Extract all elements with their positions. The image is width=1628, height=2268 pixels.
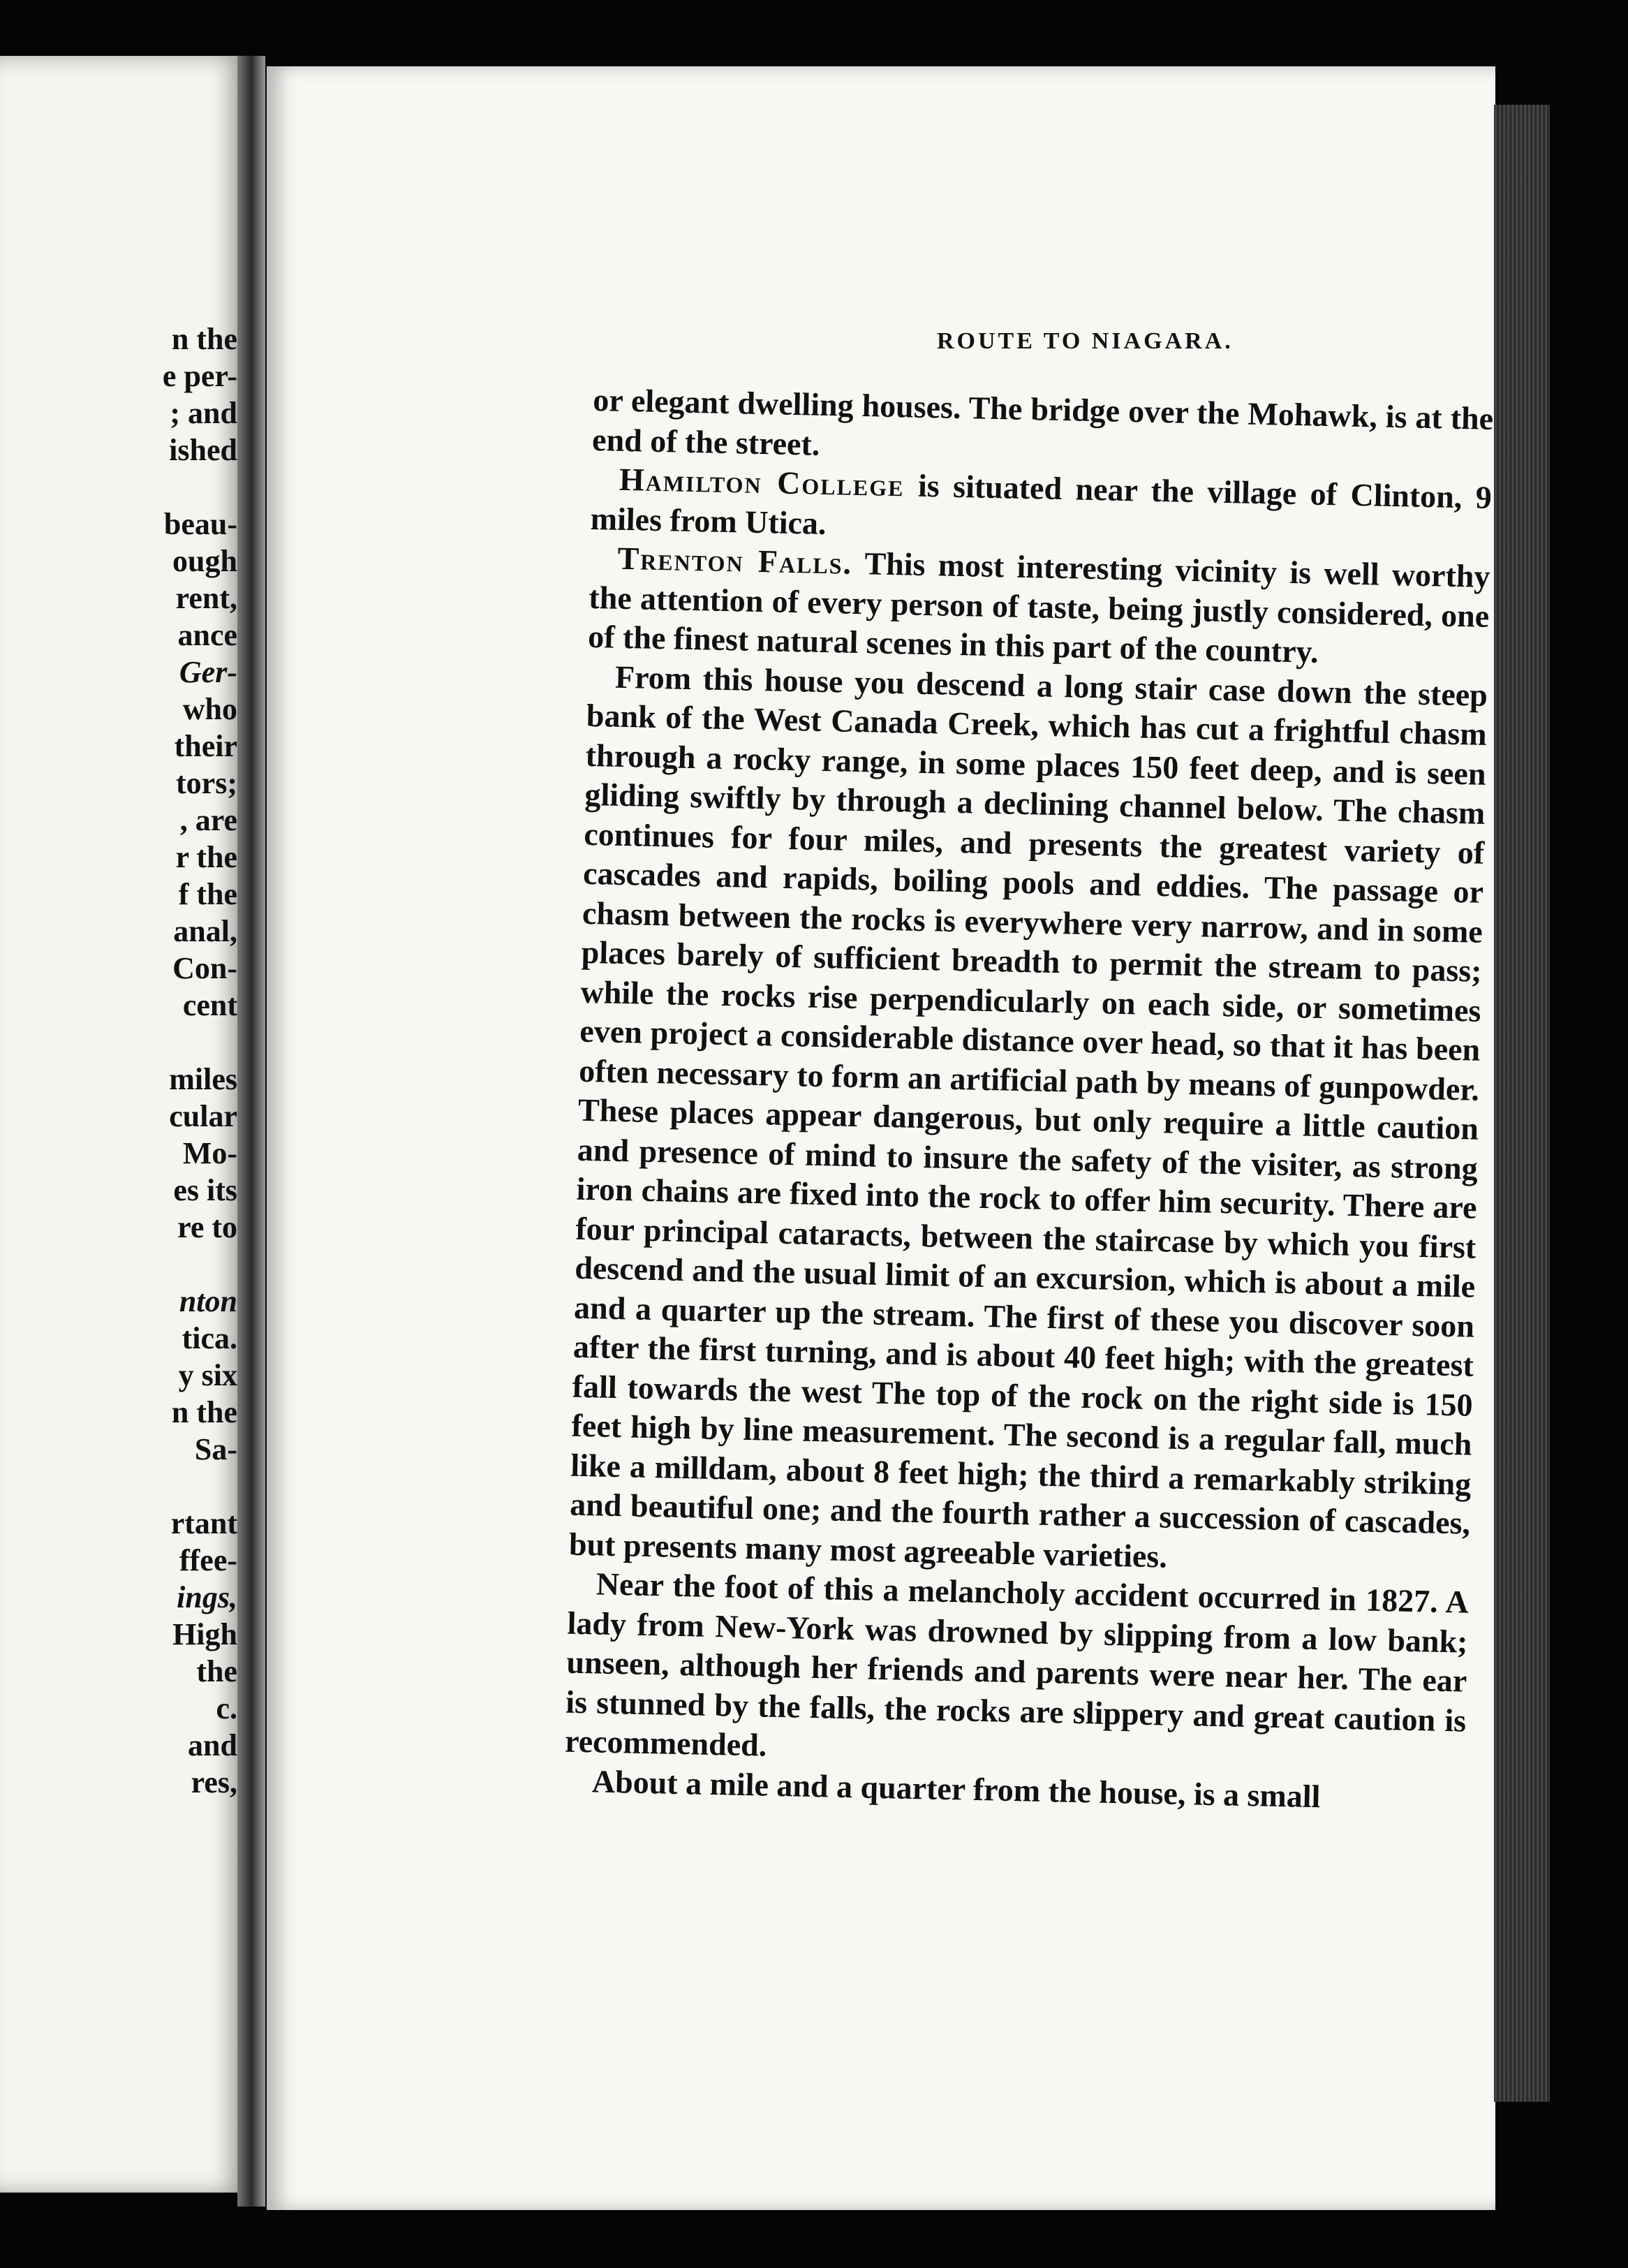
left-page-fragment: ings,: [177, 1580, 237, 1614]
body-paragraph: [565, 1564, 1470, 1780]
left-page-fragment: nton: [179, 1284, 237, 1318]
left-page-fragment: ance: [177, 618, 237, 652]
left-page-fragment: ough: [172, 544, 237, 578]
left-page-fragment: ffee-: [179, 1543, 237, 1577]
left-page-fragment: who: [182, 692, 237, 726]
left-page-fragment: re to: [177, 1210, 237, 1244]
paragraph-text: or elegant dwelling houses. The bridge over the Mohawk, is at the end of the street.: [591, 381, 1494, 462]
left-page-fragment: e per-: [162, 359, 237, 393]
left-page-fragment: f the: [178, 877, 237, 911]
left-page-fragment: Mo-: [182, 1136, 237, 1170]
running-head: ROUTE TO NIAGARA.: [937, 328, 1234, 354]
page-edges: [1494, 105, 1550, 2102]
paragraph-text: is situated near the village of Clinton, 9 miles from Utica.: [590, 467, 1493, 541]
left-page-fragment: n the: [171, 322, 237, 356]
body-paragraph: [588, 538, 1490, 675]
left-page-fragment: Ger-: [179, 655, 237, 689]
left-page-fragment: beau-: [163, 507, 237, 541]
left-page-fragment: tica.: [182, 1321, 237, 1355]
left-page-fragment: y six: [178, 1358, 237, 1392]
left-page-fragment: es its: [173, 1173, 237, 1207]
left-page-fragment: res,: [191, 1765, 237, 1799]
paragraph-text: About a mile and a quarter from the house, is a small: [591, 1762, 1321, 1814]
left-page-fragment: c.: [216, 1691, 237, 1725]
left-page-fragment: miles: [169, 1062, 237, 1096]
left-page-fragment: High: [172, 1617, 237, 1651]
left-page-fragment: ; and: [170, 396, 237, 430]
left-page-fragment: Con-: [172, 951, 237, 985]
left-page-fragment: n the: [171, 1395, 237, 1429]
left-page-fragment: rent,: [175, 581, 237, 615]
body-paragraph: [569, 656, 1488, 1582]
left-page-fragment: the: [196, 1654, 237, 1688]
paragraph-text: Near the foot of this a melancholy accident occurred in 1827. A lady from New-York was drowned by slipping from a low bank; unseen, although her friends and parents were near her. The ear is stunned by the falls, the rocks are slippery and great caution is recommended.: [564, 1566, 1470, 1763]
left-page: [0, 56, 244, 2193]
left-page-fragment: ished: [169, 433, 237, 467]
right-page: [267, 66, 1495, 2210]
left-page-fragment: cent: [182, 988, 237, 1022]
book-gutter: [237, 56, 265, 2207]
left-page-fragment: anal,: [173, 914, 237, 948]
body-text: [563, 381, 1493, 1820]
left-page-fragment: tors;: [176, 766, 237, 800]
left-page-fragment: , are: [179, 803, 237, 837]
paragraph-text: From this house you descend a long stair case down the steep bank of the West Canada Creek, which has cut a frightful chasm through a rocky range, in some places 150 feet deep, and is seen gliding swiftly by through a declining channel below. The chasm continues for four miles, and presents the greatest variety of cascades and rapids, boiling pools and eddies. The passage or chasm between the rocks is everywhere very narrow, and in some places barely of sufficient breadth to permit the stream to pass; while the rocks rise perpendicularly on each side, or sometimes even project a considerable distance over head, so that it has been often necessary to form an artificial path by means of gunpowder. These places appear dangerous, but only require a little caution and presence of mind to insure the safety of the visiter, as strong iron chains are fixed into the rock to offer him security. There are four principal cataracts, between the staircase by which you first descend and the usual limit of an excursion, which is about a mile and a quarter up the stream. The first of these you discover soon after the first turning, and is about 40 feet high; with the greatest fall towards the west The top of the rock on the right side is 150 feet high by line measurement. The second is a regular fall, much like a milldam, about 8 feet high; the third a remarkably striking and beautiful one; and the fourth rather a succession of cascades, but presents many most agreeable varieties.: [568, 658, 1488, 1575]
left-page-fragment: rtant: [170, 1506, 237, 1540]
left-page-fragment: their: [174, 729, 237, 763]
left-page-fragment: cular: [169, 1099, 237, 1133]
paragraph-text: This most interesting vicinity is well worthy the attention of every person of taste, being justly considered, one of the finest natural scenes in this part of the country.: [587, 545, 1490, 670]
left-page-fragment: r the: [175, 840, 237, 874]
left-page-fragment: Sa-: [194, 1432, 237, 1466]
left-page-fragment: and: [188, 1728, 237, 1762]
paragraph-heading: Hamilton College: [619, 461, 905, 503]
paragraph-heading: Trenton Falls.: [617, 540, 853, 581]
